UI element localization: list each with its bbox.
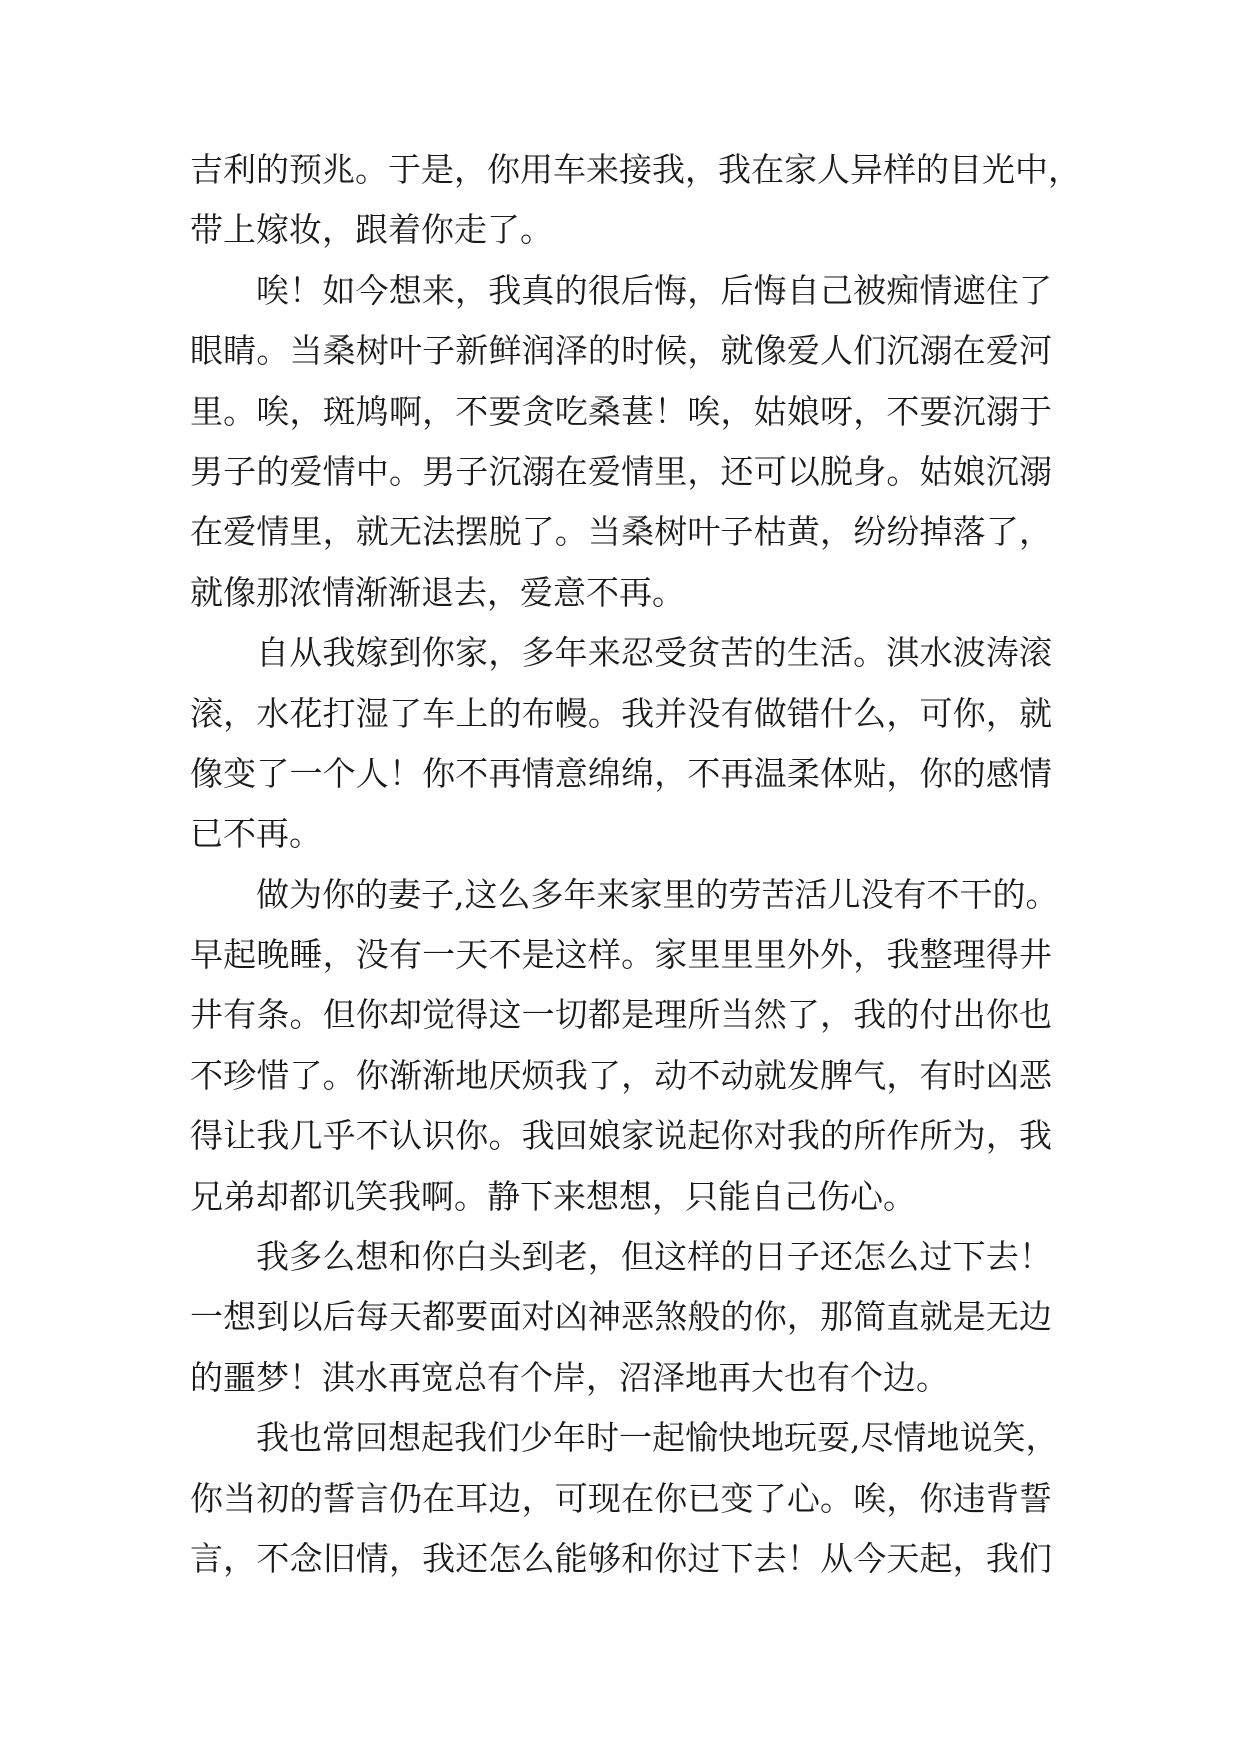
text-line: 带上嫁妆，跟着你走了。 — [190, 210, 553, 250]
paragraph-1 — [190, 140, 1081, 261]
paragraph-2 — [190, 261, 1052, 623]
document-body — [190, 140, 1081, 1589]
text-line: 井有条。但你却觉得这一切都是理所当然了，我的付出你也 — [190, 995, 1052, 1035]
text-line: 我也常回想起我们少年时一起愉快地玩耍,尽情地说笑， — [256, 1418, 1059, 1458]
text-line: 不珍惜了。你渐渐地厌烦我了，动不动就发脾气，有时凶恶 — [190, 1055, 1052, 1095]
text-line: 已不再。 — [190, 814, 322, 854]
text-line: 你当初的誓言仍在耳边，可现在你已变了心。唉，你违背誓 — [190, 1478, 1052, 1518]
text-line: 像变了一个人！你不再情意绵绵，不再温柔体贴，你的感情 — [190, 753, 1052, 793]
text-line: 我多么想和你白头到老，但这样的日子还怎么过下去！ — [256, 1237, 1052, 1277]
text-line: 唉！如今想来，我真的很后悔，后悔自己被痴情遮住了 — [256, 270, 1052, 310]
paragraph-4 — [190, 865, 1059, 1227]
text-line: 早起晚睡，没有一天不是这样。家里里里外外，我整理得井 — [190, 935, 1052, 975]
paragraph-5 — [190, 1227, 1052, 1408]
text-line: 里。唉，斑鸠啊，不要贪吃桑葚！唉，姑娘呀，不要沉溺于 — [190, 391, 1052, 431]
text-line: 言，不念旧情，我还怎么能够和你过下去！从今天起，我们 — [190, 1538, 1052, 1578]
text-line: 得让我几乎不认识你。我回娘家说起你对我的所作所为，我 — [190, 1116, 1052, 1156]
paragraph-6 — [190, 1408, 1059, 1589]
text-line: 兄弟却都讥笑我啊。静下来想想，只能自己伤心。 — [190, 1176, 916, 1216]
text-line: 的噩梦！淇水再宽总有个岸，沼泽地再大也有个边。 — [190, 1357, 949, 1397]
text-line: 男子的爱情中。男子沉溺在爱情里，还可以脱身。姑娘沉溺 — [190, 451, 1052, 491]
text-line: 做为你的妻子,这么多年来家里的劳苦活儿没有不干的。 — [256, 874, 1059, 914]
text-line: 自从我嫁到你家，多年来忍受贫苦的生活。淇水波涛滚 — [256, 633, 1052, 673]
text-line: 一想到以后每天都要面对凶神恶煞般的你，那简直就是无边 — [190, 1297, 1052, 1337]
text-line: 就像那浓情渐渐退去，爱意不再。 — [190, 572, 685, 612]
paragraph-3 — [190, 623, 1052, 865]
text-line: 眼睛。当桑树叶子新鲜润泽的时候，就像爱人们沉溺在爱河 — [190, 331, 1052, 371]
text-line: 滚，水花打湿了车上的布幔。我并没有做错什么，可你，就 — [190, 693, 1052, 733]
text-line: 吉利的预兆。于是，你用车来接我，我在家人异样的目光中， — [190, 150, 1081, 189]
text-line: 在爱情里，就无法摆脱了。当桑树叶子枯黄，纷纷掉落了， — [190, 512, 1052, 552]
